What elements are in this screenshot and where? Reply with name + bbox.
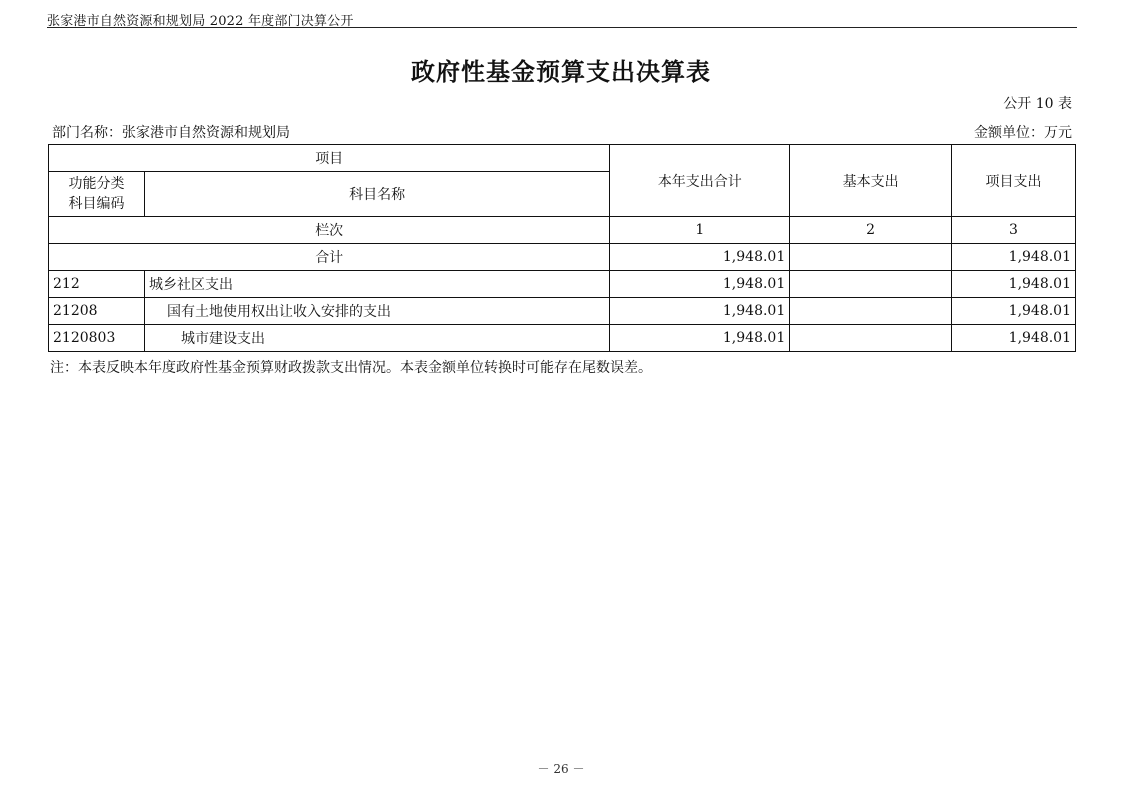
row-basic: [790, 271, 952, 298]
row-project: 1,948.01: [952, 298, 1076, 325]
column-index-row: [49, 217, 1076, 244]
header-function-code-line1: 功能分类: [68, 176, 125, 192]
department-name: 部门名称：张家港市自然资源和规划局: [52, 125, 290, 141]
row-code: 2120803: [49, 325, 145, 352]
table-note: 注：本表反映本年度政府性基金预算财政拨款支出情况。本表金额单位转换时可能存在尾数误差。: [50, 360, 652, 376]
row-name: 国有土地使用权出让收入安排的支出: [144, 298, 609, 325]
row-project: 1,948.01: [952, 325, 1076, 352]
column-index-project: 3: [952, 217, 1076, 244]
row-name: 城乡社区支出: [144, 271, 609, 298]
sum-basic: [790, 244, 952, 271]
header-total: 本年支出合计: [610, 145, 790, 217]
sum-row: [49, 244, 1076, 271]
row-basic: [790, 298, 952, 325]
header-project: 项目支出: [952, 145, 1076, 217]
expenditure-table: [48, 144, 1076, 352]
header-function-code-line2: 科目编码: [68, 196, 125, 212]
row-code: 212: [49, 271, 145, 298]
sum-project: 1,948.01: [952, 244, 1076, 271]
header-function-code: [49, 172, 145, 217]
row-total: 1,948.01: [610, 325, 790, 352]
page-title: 政府性基金预算支出决算表: [411, 58, 711, 86]
row-project: 1,948.01: [952, 271, 1076, 298]
page-number: － 26 －: [537, 762, 585, 776]
header-item: 项目: [49, 145, 610, 172]
row-total: 1,948.01: [610, 298, 790, 325]
header-basic: 基本支出: [790, 145, 952, 217]
table-code: 公开 10 表: [1003, 96, 1072, 112]
row-basic: [790, 325, 952, 352]
amount-unit: 金额单位：万元: [974, 125, 1072, 141]
row-code: 21208: [49, 298, 145, 325]
column-index-basic: 2: [790, 217, 952, 244]
header-subject-name: 科目名称: [144, 172, 609, 217]
row-total: 1,948.01: [610, 271, 790, 298]
header-divider: [47, 27, 1077, 28]
row-name: 城市建设支出: [144, 325, 609, 352]
sum-label: 合计: [49, 244, 610, 271]
table-row: [49, 325, 1076, 352]
table-row: [49, 298, 1076, 325]
table-row: [49, 271, 1076, 298]
column-index-total: 1: [610, 217, 790, 244]
sum-total: 1,948.01: [610, 244, 790, 271]
column-index-label: 栏次: [49, 217, 610, 244]
running-header: 张家港市自然资源和规划局 2022 年度部门决算公开: [47, 14, 354, 29]
